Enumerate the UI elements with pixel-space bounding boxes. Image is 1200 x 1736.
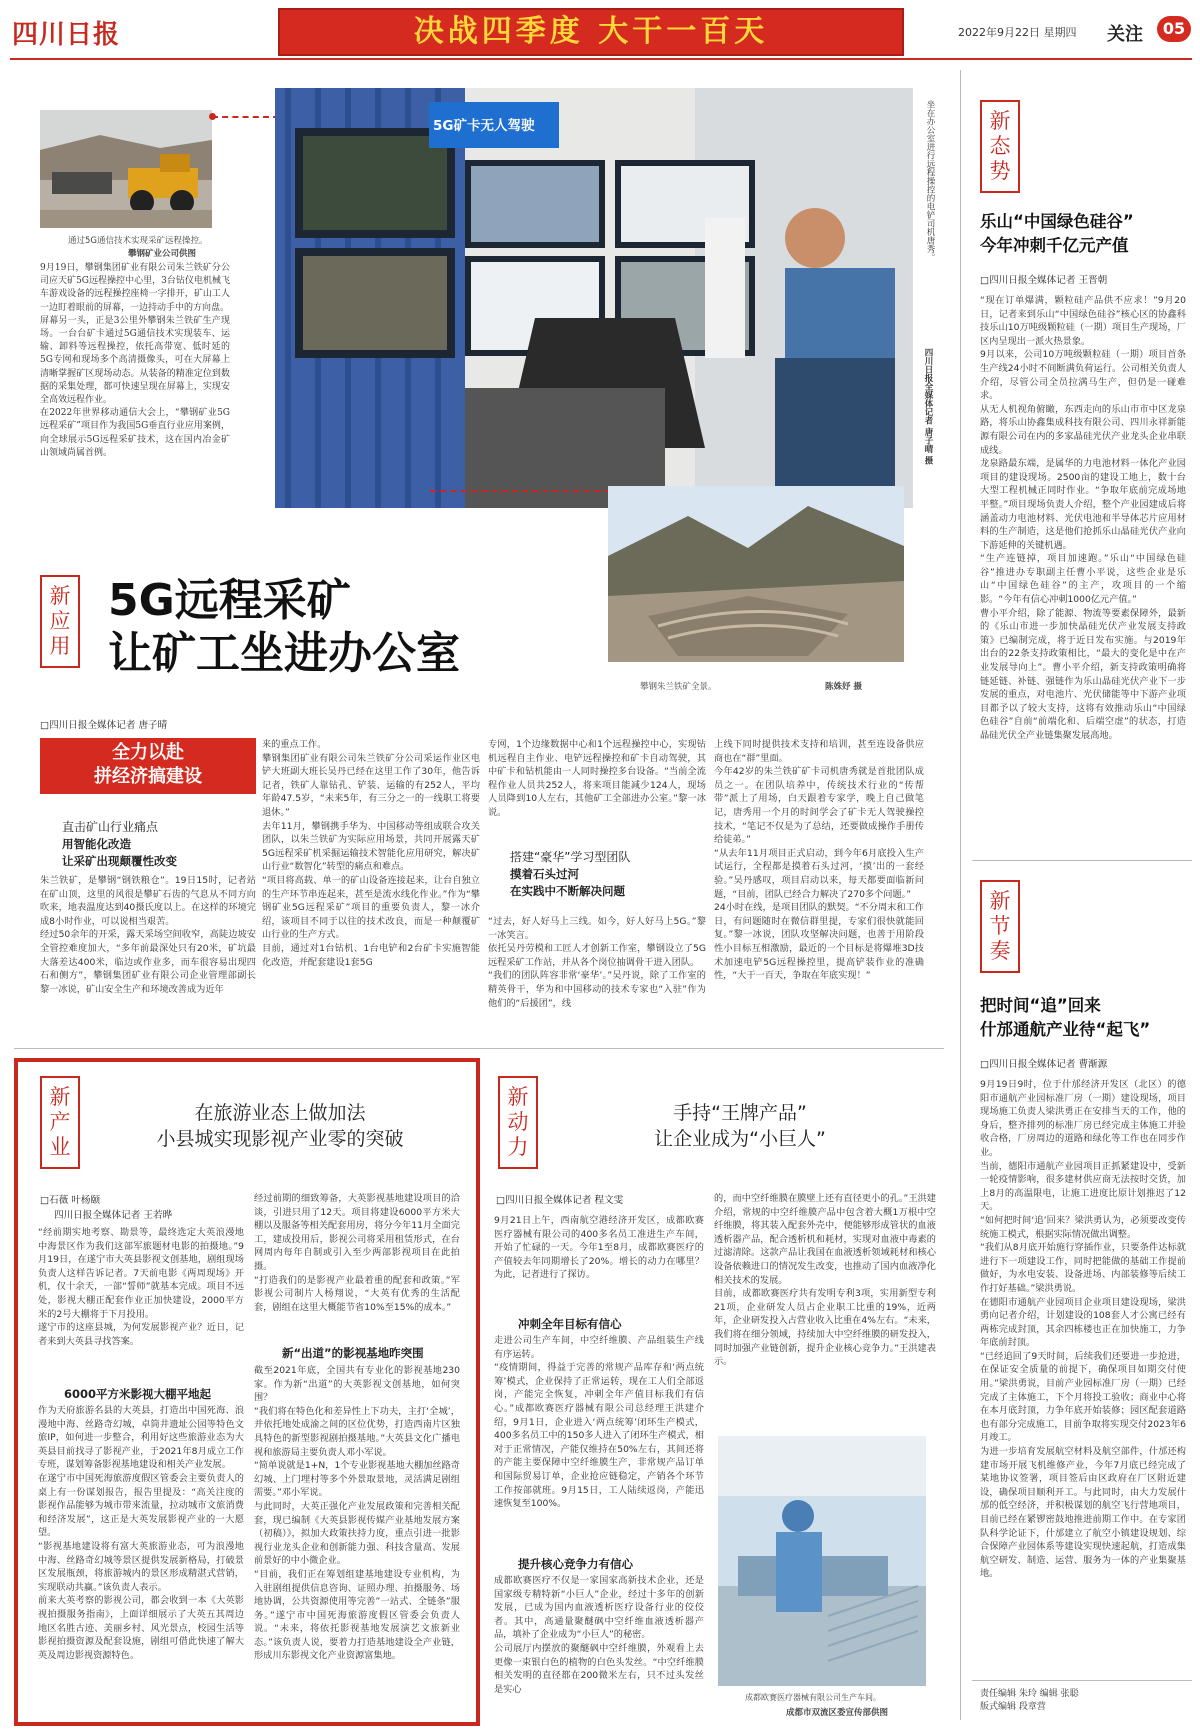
right1-body: “现在订单爆满，颗粒硅产品供不应求！”9月20日，记者来到乐山“中国绿色硅谷”核心区的协鑫科技乐山10万吨级颗粒硅（一期）项目生产现场，厂区内呈现出一派火热景象。 9月以来，公司10万吨级颗粒硅（一期）项目首条生产线24小时不间断满负荷运行。公司相关负责人介绍，尽管公司全员拉满马生产，但仍是一碰难求。 从无人机视角俯瞰，东西走向的乐山市市中区龙泉路，将乐山协鑫集成科技有限公司、四川永祥新能源有限公司在内的多家晶硅光伏产业龙头企业串联成线。 龙泉路最东端，是属华的力电池材料一体化产业园项目的建设现场。2500亩的建设工地上，数十台大型工程机械正同时作业。“争取年底前完成场地平整。”项目现场负责人介绍，整个产业园建成后将涵盖动力电池材料、光伏电池和半导体芯片应用材料的生产制造，这是他们抢抓乐山晶硅光伏产业向下游延伸的关键机遇。 “生产连链掉，项目加速跑。”乐山“中国绿色硅谷”推进办专职副主任曹小平说，这些企业是乐山“中国绿色硅谷”的主产，攻项目的一个缩影。“今年有信心冲刺1000亿元产值。” 曹小平介绍，除了能源、物流等要素保障外，最新的《乐山市进一步加快晶硅光伏产业发展支持政策》已编制完成，将于近日发布实施。与2019年出台的22条支持政策相比，“最大的变化是中在产业发展导向上”。曹小平介绍，新支持政策明确将链延链、补链、强链作为乐山晶硅光伏产业下一步发展的重点，对电池片、光伏储能等中下游产业项目都予以了较大支持，这将有效推动乐山“中国绿色硅谷”自前“前端化和、后端空虚”的状态，打造晶硅光伏全产业链集聚发展高地。 [980,295,1186,741]
editors-rule [972,1680,1192,1681]
mining-truck-photo [40,110,212,228]
feature-byline: □四川日报全媒体记者 唐子晴 [40,720,168,731]
bl-col2-top: 经过前期的细致筹备，大英影视基地建设项目的洽谈，引进只用了12天。项目将建设6000平方米大棚以及服备等相关配套用房，将分今年11月全面完工，建成投用后，影视公司将采用租赁形式，在台网周内每年自制或引入至少两部影视项目在此拍摄。 “打造我们的是影视产业最着重的配套和政策。”军影视公司制片人杨翔说，“大英有优秀的生活配套，剧组在这里大概能节省10%至15%的成本。” [254,1193,460,1313]
bl-headline-line2: 小县城实现影视产业零的突破 [156,1128,404,1150]
sub2-line3: 在实践中不断解决问题 [510,884,625,898]
bm-headline-line1: 手持“王牌产品” [673,1102,807,1124]
bm-sub2: 提升核心竞争力有信心 [518,1557,633,1571]
bl-col1-top: “经前期实地考察、勘景等，最终选定大英浪漫地中海景区作为我们这部军旅题材电影的拍摄地。”9月19日，在遂宁市大英县影视文创基地，剧组现场负责人这样告诉记者。7天前电影《两周现场》开机，仅十余天，一部“誓师”就基本完成。项目不远处，影视大棚正配套作业正加快建设，2000平方米的2号大棚将于下月投用。 遂宁市的这座县城，为何发展影视产业？近日，记者来到大英县寻找答案。 [38,1227,244,1347]
right1-headline-line2: 今年冲刺千亿元产值 [980,236,1129,255]
tag-new-momentum [498,1076,538,1169]
section-name: 关注 [1107,24,1143,45]
tag-label: 新产业 [49,1085,71,1159]
editors-credit: 责任编辑 朱玲 编辑 张聪 版式编辑 段章营 [980,1689,1079,1712]
right1-byline: □四川日报全媒体记者 王晋朝 [980,275,1108,286]
bm-headline-line2: 让企业成为“小巨人” [654,1128,826,1150]
connector-dot [209,113,216,120]
mine-panorama-illustration [608,486,904,662]
bm-sub1: 冲刺全年目标有信心 [518,1317,622,1331]
control-room-illustration [275,88,913,508]
mining-truck-illustration [40,110,212,228]
masthead-banner [278,8,904,56]
bl-col1-bottom: 作为天府旅游名县的大英县，打造出中国死海、浪漫地中海、丝路奇幻城，卓筒井遗址公园等特色文旅IP，如何进一步整合，利用好这些旅游业态为大英县目前找寻了影视产业，于2021年8月成立工作专班，谋划筹备影视基地建设和相关产业发展。 在遂宁市中国死海旅游度假区管委会主要负责人的桌上有一份谋划报告，报告里提及：“高关注度的影视作品能够为城市带来流量，拉动城市文旅消费和经济发展”，这正是大英发展影视产业的一大愿望。 “影视基地建设将有富大英旅游业态，可为浪漫地中海、丝路奇幻城等景区提供发展新格局，打破景区发展瓶颈，将旅游城内的景区形成精湛式营销，实现联动共赢。”该负责人表示。 前来大英考察的影视公司，都会收到一本《大英影视拍摄服务指南》，上面详细展示了大英五其周边地区名胜古迹、美丽乡村、风光景点，校园生活等影视拍摄资源及配套设施，剧组可借此快速了解大英及周边影视资源特色。 [38,1405,244,1661]
right1-headline-line1: 乐山“中国绿色硅谷” [980,212,1134,231]
banner-text: 决战四季度 大干一百天 [413,14,769,49]
tag-label: 新动力 [507,1085,529,1159]
masthead-logo: 四川日报 [12,20,121,50]
workshop-photo [718,1436,926,1686]
tag-new-application [40,575,80,668]
bl-col2-bottom: 截至2021年底，全国共有专业化的影视基地230家。作为新“出道”的大英影视文创基地，如何突围？ “我们将在特色化和差异性上下功夫，主打‘全城’，并依托地处成渝之间的区位优势，打造西南片区独具特色的新型影视剧拍摄基地。”大英县文化广播电视和旅游局主要负责人邓小军说。 “简单说就是1+N，1个专业影视基地大棚加丝路奇幻城、上门埋村等多个外景取景地，灵活满足剧组需要。”邓小军说。 与此同时，大英正强化产业发展政策和完善相关配套，现已编制《大英县影视传媒产业基地发展方案（初稿）》，拟加大政策扶持力度，重点引进一批影视行业龙头企业和创新能力强、科技含量高、发展前景好的中小微企业。 “目前，我们正在筹划组建基地建设专业机构，为入驻剧组提供信息咨询、证照办理、拍摄服务、场地协调，公共资源使用等完善”一站式、全链条”服务。”遂宁市中国死海旅游度假区管委会负责人说。“未来，将依托影视基地发展演艺文旅新业态。”该负责人说，要着力打造基地建设全产业链，形成川东影视文化产业资源富集地。 [254,1365,460,1662]
sub1-line2: 用智能化改造 [62,837,131,851]
bl-byline1: □石薇 叶杨颐 [40,1195,101,1206]
tag-new-rhythm [980,880,1020,973]
tag-label: 新应用 [49,584,71,658]
control-room-photo [275,88,913,508]
mine-photo-caption: 攀钢朱兰铁矿全景。 [640,682,717,692]
bl-sub2: 新“出道”的影视基地昨突围 [282,1346,424,1360]
page-number: 05 [1157,16,1191,42]
feature-headline-line2: 让矿工坐进办公室 [108,628,460,679]
slogan-line2: 拼经济搞建设 [94,766,202,787]
screen-label: 5G矿卡无人驾驶 [433,118,535,134]
workshop-photo-caption: 成都欧赛医疗器械有限公司生产车间。 [745,1693,881,1702]
workshop-photo-credit: 成都市双流区委宣传部供图 [786,1708,889,1718]
feature-intro: 9月19日，攀钢集团矿业有限公司朱兰铁矿分公司应天矿5G远程操控中心里，3台钻仪电机械飞车游戏设备的远程操控座椅一字排开，矿山工人一边盯着眼前的屏幕，一边持动手中的方向盘。 屏幕另一头，正是3公里外攀钢朱兰铁矿生产现场。一台台矿卡通过5G通信技术实现装车、运输、卸料等远程操控，依托高带宽、低时延的5G专网和现场多个高清摄像头，可在大屏幕上清晰掌握矿区现场动态。从装备的精准定位到数据的采集处理，都可快速呈现在屏幕上，实现安全高效远程作业。 在2022年世界移动通信大会上，“攀钢矿业5G远程采矿”项目作为我国5G垂直行业应用案例，向全球展示5G远程采矿技术，这在国内冶金矿山领域尚属首例。 [40,263,230,458]
photo-vertical-credit: 四川日报全媒体记者 唐子晴 摄 [923,348,933,465]
workshop-illustration [718,1436,926,1686]
tag-label: 新态势 [989,109,1011,183]
bl-headline-line1: 在旅游业态上做加法 [194,1102,366,1124]
feature-col3-bottom: “过去，好人好马上三线。如今，好人好马上5G。”黎一冰笑言。 依托吴丹劳模和工匠人才创新工作室，攀钢设立了5G远程采矿工作站，并从各个岗位抽调骨干进入团队。 “我们的团队阵容非常‘豪华’。”吴丹说，除了工作室的精英骨干，华为和中国移动的技术专家也“入驻”作为他们的“后援团”，线 [488,916,706,1009]
bm-col1-top: 9月21日上午，西南航空港经济开发区，成都欧赛医疗器械有限公司的400多名员工准进生产车间，开始了忙碌的一天。今年1至8月，成都欧赛医疗的产值较去年同期增长了20%。增长的动力在哪里？为此，记者进行了探访。 [494,1215,704,1281]
right2-byline: □四川日报全媒体记者 曹渐源 [980,1059,1108,1070]
feature-col4: 上线下同时提供技术支持和培训，甚至连设备供应商也在“群”里面。 今年42岁的朱兰铁矿矿卡司机唐秀就是首批团队成员之一。在团队培养中，传统技术行业的“传帮带”派上了用场，白天跟着专家学，晚上自己做笔记，唐秀用一个月的时间学会了矿卡无人驾驶操控技术，“笔记不仅是为了总结，还要做成操作手册传给徒弟。” “从去年11月项目正式启动，到今年6月底投入生产试运行，全程都是摸着石头过河，‘摸’出的一套经验。”吴丹感叹，项目启动以来，每天都要面临新问题，“目前，团队已经合力解决了270多个问题。” 24小时在线，是项目团队的默契。“不分周末和工作日，有问题随时在微信群里提，专家们很快就能回复。”黎一冰说，团队攻坚解决问题，也善于用阶段性小目标互相激励，最近的一个目标是将爆堆3D技术加速电铲5G远程操控里，提高铲装作业的准确性，“大干一百天，争取在年底实现！” [714,739,924,982]
tag-new-trend [980,100,1020,193]
issue-date: 2022年9月22日 星期四 [958,26,1077,39]
tag-label: 新节奏 [989,889,1011,963]
right2-body: 9月19日9时，位于什邡经济开发区（北区）的德阳市通航产业园标准厂房（一期）建设现场，项目现场施工负责人梁洪勇正在安排当天的工作，他的身后，整齐排列的标准厂房已经完成主体施工并验收合格，厂房周边的道路和绿化等工作也在同步作业。 当前，德阳市通航产业园项目正抓紧建设中，受新一轮疫情影响，很多建材供应商无法按时交货，加上8月的高温限电，让施工进度比原计划推迟了12天。 “如何把时间‘追’回来？梁洪勇认为，必须要改变传统施工模式，根据实际情况做出调整。 “我们从8月底开始施行穿插作业，只要条件达标就进行下一项建设工作，同时把能做的基础工作提前做好，为水电安装、设备进场、内部装修等后续工作打好基础。”梁洪勇说。 在德阳市通航产业园项目企业项目建设现场，梁洪勇向记者介绍，计划建设的108套人才公寓已经有两栋完成封顶，其余四栋楼也正在加快施工，力争年底前封顶。 “已经追回了9天时间，后续我们还要进一步抢进，在保证安全质量的前提下，确保项目如期交付使用。”梁洪勇说，目前产业园标准厂房（一期）已经完成了主体施工，下个月将投工验收；商业中心将在本月底封顶，力争年底开始装修；园区配套道路也有部分完成施工，目前争取将实现交付2023年6月竣工。 为进一步培育发展航空材料及航空部件，什邡还构建市场开展飞机维修产业，今年7月底已经完成了某地协议签署，项目签后由区政府在厂区附近建设，确保项目顺利开工。与此同时，由大力发展什邡的低空经济，并积极谋划的航空飞行营地项目，目前已经在紧锣密鼓地推进前期工作中。在专家团队科学论证下，什邡建立了航空小镇建设规划、综合保障产业园体系等建设实现快速起航，打造成集航空研发、制造、运营、服务为一体的产业集聚基地。 [980,1079,1186,1580]
mine-panorama-photo [608,486,904,662]
slogan-block [40,738,256,794]
feature-col2: 来的重点工作。 攀钢集团矿业有限公司朱兰铁矿分公司采运作业区电铲大班副大班长吴丹已经在这里工作了30年，他告诉记者，铁矿人靠钻孔、铲装、运输的有252人，平均年龄47.5岁，“未来5年，有三分之一的一线职工将要退休。” 去年11月，攀钢携手华为、中国移动等组成联合攻关团队，以朱兰铁矿为实际应用场景，共同开展露天矿5G远程采矿机采掘运输技术智能化应用研究，解决矿山行业“数智化”转型的痛点和难点。 “项目将高载、单一的矿山设备连接起来，让台自独立的生产环节串连起来，甚至是流水线化作业。”作为“攀钢矿业5G远程采矿”项目的重要负责人，黎一冰介绍，该项目不同于以往的技术改良，而是一种颠覆矿山行业的生产方式。 目前，通过对1台钻机、1台电铲和2台矿卡实施智能化改造，并配套建设1套5G [262,739,480,968]
bm-col2-top: 的，而中空纤维膜在膜壁上还有直径更小的孔。”王洪建介绍，常规的中空纤维膜产品中包含着大概1万根中空纤维膜，将其装入配套外壳中，便能够形成管状的血液透析器产品，配合透析机和耗材，实现对血液中毒素的过滤清除。这款产品让我国在血液透析领域耗材和核心设备依赖进口的情况发生改变，也推动了国内血液净化相关技术的发展。 目前，成都欧赛医疗共有发明专利3项，实用新型专利21项，企业研发人员占企业职工比重的19%，近两年，企业研发投入占营业收入比重在4%左右。“未来，我们将在细分领域，持续加大中空纤维膜的研发投入，同时加强产业链创新，提升企业核心竞争力。”王洪建表示。 [714,1193,936,1368]
feature-headline-line1: 5G远程采矿 [108,575,351,626]
bm-col1-mid: 走进公司生产车间，中空纤维膜、产品组装生产线有序运转。 “疫情期间，得益于完善的常规产品库存和‘两点统筹’模式，企业保持了正常运转，现在工人们全部返岗，产能完全恢复，冲刺全年产值目标我们有信心。”成都欧赛医疗器械有限公司总经理王洪建介绍，9月1日，企业进入‘两点统筹’闭环生产模式，400多名员工中的150多人进入了闭环生产模式，相对于正常情况，产能仅维持在50%左右，其间还将的产能主要保障中空纤维膜生产，非常规产品订单和国际贸易订单，企业抢应链稳定，产销各个环节工作按部就班。9月15日，工人陆续返岗，产能迅速恢复至100%。 [494,1335,704,1510]
sub2-line2: 摸着石头过河 [510,867,579,881]
left-photo-caption: 通过5G通信技术实现采矿远程操控。 [68,236,208,246]
dashed-connector-mine [430,490,610,492]
feature-col3-top: 专网，1个边缘数据中心和1个远程操控中心，实现钻机远程自主作业、电铲远程操控和矿卡自动驾驶，其中矿卡和钻机能由一人同时操控多台设备。“当前全流程作业人员共252人，将来项目能减少124人，现场人员降到10人左右，其他矿工全部进办公室。”黎一冰说。 [488,739,706,818]
tag-new-industry [40,1076,80,1169]
bl-sub1: 6000平方米影视大棚平地起 [64,1387,212,1401]
bm-byline: □四川日报全媒体记者 程文雯 [496,1195,624,1206]
sub1-line1: 直击矿山行业痛点 [62,820,159,834]
sub2-line1: 搭建“豪华”学习型团队 [510,850,631,864]
right-column-rule [972,860,1192,861]
sub1-line3: 让采矿出现颠覆性改变 [62,854,177,868]
column-divider-right [960,70,961,1720]
right2-headline-line1: 把时间“追”回来 [980,996,1101,1015]
mine-photo-credit: 陈姝妤 摄 [825,682,862,692]
feature-col1: 朱兰铁矿，是攀钢“钢铁粮仓”。19日15时，记者站在矿山顶，这里的风很是攀矿石齿的气息从不同方向吹来，地表温度达到40摄氏度以上。在这样的环境完成8小时作业，可以说相当艰苦。 经过50余年的开采，露天采场空间收窄，高陡边坡安全管控难度加大，“多年前最深处只有20米，矿坑最大落差达400米，临边或作业多，而车很容易出现四石和侧方”，攀钢集团矿业有限公司企业管理部副长黎一冰说，矿山安全生产和环境改善成为近年 [40,875,256,995]
left-photo-credit: 攀钢矿业公司供图 [128,249,197,259]
bm-col1-bottom: 成都欧赛医疗不仅是一家国家高新技术企业，还是国家级专精特新“小巨人”企业，经过十多年的创新发展，已成为国内血液透析医疗设备行业的佼佼者。其中，高通量聚醚砜中空纤维血液透析器产品，填补了企业成为“小巨人”的秘密。 公司展厅内摆放的聚醚砜中空纤维膜，外观看上去更像一束银白色的植物的白色头发丝。“中空纤维膜相关发明的直径都在200微米左右，只不过头发丝是实心 [494,1575,704,1695]
right2-headline-line2: 什邡通航产业待“起飞” [980,1020,1151,1039]
masthead-rule [10,58,1192,60]
bl-byline2: 四川日报全媒体记者 王若晔 [54,1210,173,1221]
photo-vertical-caption: 坐在办公室进行远程操控的电铲司机唐秀。 [925,100,935,262]
feature-bottom-rule [14,1048,944,1049]
slogan-line1: 全力以赴 [112,742,184,763]
